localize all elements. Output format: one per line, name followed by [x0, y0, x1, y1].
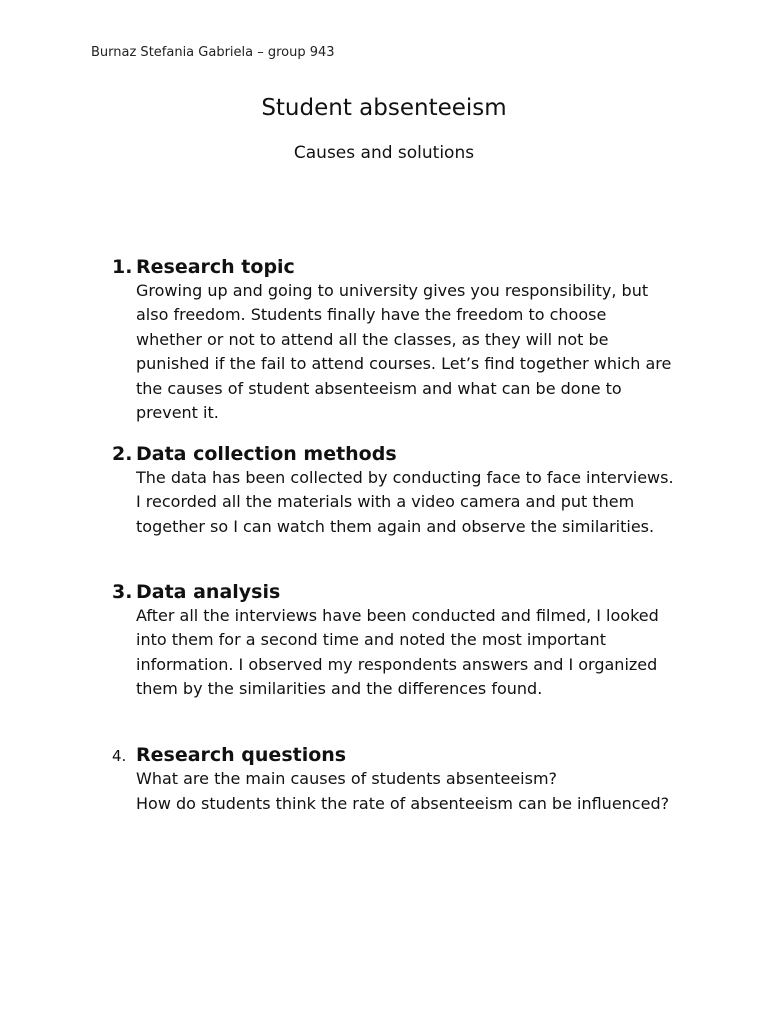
- author-line: Burnaz Stefania Gabriela – group 943: [91, 45, 335, 60]
- section-heading: [112, 580, 692, 604]
- section-title: Data analysis: [136, 581, 281, 603]
- section-data-analysis: [112, 580, 692, 702]
- research-question: What are the main causes of students absenteeism?: [136, 769, 558, 788]
- section-paragraph: The data has been collected by conducting face to face interviews. I recorded all the materials with a video camera and put them together so I can watch them again and observe the similarities.: [136, 468, 674, 536]
- research-question: How do students think the rate of absenteeism can be influenced?: [136, 794, 670, 813]
- section-number: 1.: [112, 256, 133, 278]
- section-body: [136, 466, 676, 539]
- section-title: Research topic: [136, 256, 295, 278]
- section-body: [136, 604, 676, 702]
- section-title: Data collection methods: [136, 443, 397, 465]
- section-body: [136, 768, 676, 817]
- section-paragraph: Growing up and going to university gives you responsibility, but also freedom. Students finally have the freedom to choose whether or not to attend all the classes, as they will not be punished if the fail to attend courses. Let’s find together which are the causes of student absenteeism and what can be done to prevent it.: [136, 281, 672, 423]
- document-subtitle: Causes and solutions: [293, 143, 475, 163]
- document-title: Student absenteeism: [261, 95, 507, 121]
- section-research-questions: [112, 743, 692, 817]
- section-heading: [112, 255, 692, 279]
- section-number: 4.: [112, 747, 127, 765]
- section-heading: [112, 743, 692, 768]
- section-research-topic: [112, 255, 692, 425]
- section-body: [136, 279, 676, 425]
- section-number: 3.: [112, 581, 133, 603]
- section-number: 2.: [112, 443, 133, 465]
- section-title: Research questions: [136, 744, 347, 766]
- section-data-collection-methods: [112, 442, 692, 539]
- section-heading: [112, 442, 692, 466]
- section-paragraph: After all the interviews have been conducted and filmed, I looked into them for a second time and noted the most important information. I observed my respondents answers and I organized them by the similarities and the differences found.: [136, 606, 659, 699]
